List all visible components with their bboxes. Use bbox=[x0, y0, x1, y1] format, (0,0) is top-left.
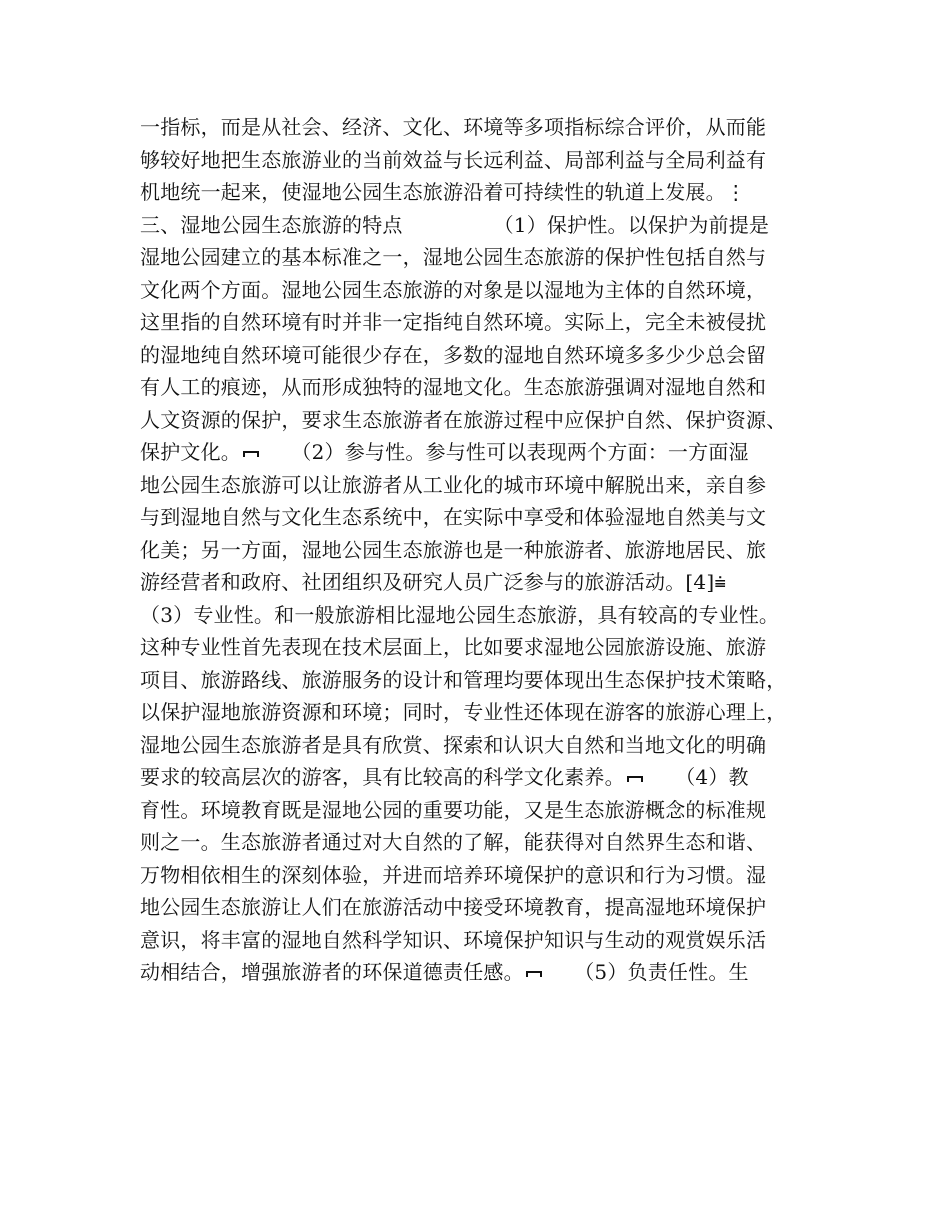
line-text: 项目、旅游路线、旅游服务的设计和管理均要体现出生态保护技术策略， bbox=[140, 667, 787, 692]
line-text: 意识，将丰富的湿地自然科学知识、环境保护知识与生动的观赏娱乐活 bbox=[140, 927, 767, 952]
line-text: 有人工的痕迹，从而形成独特的湿地文化。生态旅游强调对湿地自然和 bbox=[140, 375, 767, 399]
text-line bbox=[140, 566, 840, 599]
line-text: 动相结合，增强旅游者的环保道德责任感。 bbox=[140, 960, 524, 984]
text-line bbox=[140, 859, 840, 892]
text-line bbox=[140, 956, 840, 989]
paragraph-mark-icon bbox=[524, 967, 544, 981]
line-text: （5）负责任性。生 bbox=[543, 960, 749, 984]
body-text bbox=[140, 111, 840, 989]
line-text: 与到湿地自然与文化生态系统中，在实际中享受和体验湿地自然美与文 bbox=[140, 505, 767, 529]
text-line bbox=[140, 631, 840, 664]
text-line bbox=[140, 241, 840, 274]
line-text: 要求的较高层次的游客，具有比较高的科学文化素养。 bbox=[140, 765, 625, 789]
text-line bbox=[140, 924, 840, 957]
text-line bbox=[140, 501, 840, 534]
text-line bbox=[140, 696, 840, 729]
line-text: 保护文化。 bbox=[140, 440, 241, 464]
line-text: 则之一。生态旅游者通过对大自然的了解，能获得对自然界生态和谐、 bbox=[140, 830, 767, 854]
text-line bbox=[140, 339, 840, 372]
line-text: 文化两个方面。湿地公园生态旅游的对象是以湿地为主体的自然环境， bbox=[140, 277, 767, 302]
text-line bbox=[140, 209, 840, 242]
line-text: 这种专业性首先表现在技术层面上，比如要求湿地公园旅游设施、旅游 bbox=[140, 635, 767, 659]
text-line bbox=[140, 274, 840, 307]
line-text: 万物相依相生的深刻体验，并进而培养环境保护的意识和行为习惯。湿 bbox=[140, 862, 767, 887]
line-text: 游经营者和政府、社团组织及研究人员广泛参与的旅游活动。[4]⩧ bbox=[140, 570, 727, 594]
line-text: 够较好地把生态旅游业的当前效益与长远利益、局部利益与全局利益有 bbox=[140, 147, 767, 172]
text-line bbox=[140, 111, 840, 144]
line-text: 三、湿地公园生态旅游的特点 （1）保护性。以保护为前提是 bbox=[140, 212, 770, 237]
text-line bbox=[140, 176, 840, 209]
line-text: 以保护湿地旅游资源和环境；同时，专业性还体现在游客的旅游心理上， bbox=[140, 700, 787, 724]
text-line bbox=[140, 534, 840, 567]
line-text: 的湿地纯自然环境可能很少存在，多数的湿地自然环境多多少少总会留 bbox=[140, 342, 767, 367]
line-text: （3）专业性。和一般旅游相比湿地公园生态旅游，具有较高的专业性。 bbox=[140, 602, 780, 627]
text-line bbox=[140, 371, 840, 404]
line-text: 这里指的自然环境有时并非一定指纯自然环境。实际上，完全未被侵扰 bbox=[140, 310, 767, 334]
text-line bbox=[140, 306, 840, 339]
line-text: 地公园生态旅游让人们在旅游活动中接受环境教育，提高湿地环境保护 bbox=[140, 895, 767, 919]
line-text: 湿地公园生态旅游者是具有欣赏、探索和认识大自然和当地文化的明确 bbox=[140, 732, 767, 757]
line-text: （2）参与性。参与性可以表现两个方面：一方面湿 bbox=[261, 440, 749, 464]
text-line bbox=[140, 729, 840, 762]
line-text: 机地统一起来，使湿地公园生态旅游沿着可持续性的轨道上发展。⋮ bbox=[140, 180, 746, 204]
line-text: 湿地公园建立的基本标准之一，湿地公园生态旅游的保护性包括自然与 bbox=[140, 245, 767, 269]
text-line bbox=[140, 826, 840, 859]
text-line bbox=[140, 599, 840, 632]
text-line bbox=[140, 794, 840, 827]
text-line bbox=[140, 761, 840, 794]
paragraph-mark-icon bbox=[625, 772, 645, 786]
line-text: 一指标，而是从社会、经济、文化、环境等多项指标综合评价，从而能 bbox=[140, 115, 767, 139]
text-line bbox=[140, 436, 840, 469]
text-line bbox=[140, 469, 840, 502]
text-line bbox=[140, 404, 840, 437]
text-line bbox=[140, 144, 840, 177]
line-text: 地公园生态旅游可以让旅游者从工业化的城市环境中解脱出来，亲自参 bbox=[140, 472, 767, 497]
text-line bbox=[140, 664, 840, 697]
line-text: （4）教 bbox=[644, 765, 749, 789]
paragraph-mark-icon bbox=[241, 447, 261, 461]
text-line bbox=[140, 891, 840, 924]
line-text: 育性。环境教育既是湿地公园的重要功能，又是生态旅游概念的标准规 bbox=[140, 797, 767, 822]
line-text: 化美；另一方面，湿地公园生态旅游也是一种旅游者、旅游地居民、旅 bbox=[140, 537, 767, 562]
line-text: 人文资源的保护，要求生态旅游者在旅游过程中应保护自然、保护资源、 bbox=[140, 407, 787, 432]
